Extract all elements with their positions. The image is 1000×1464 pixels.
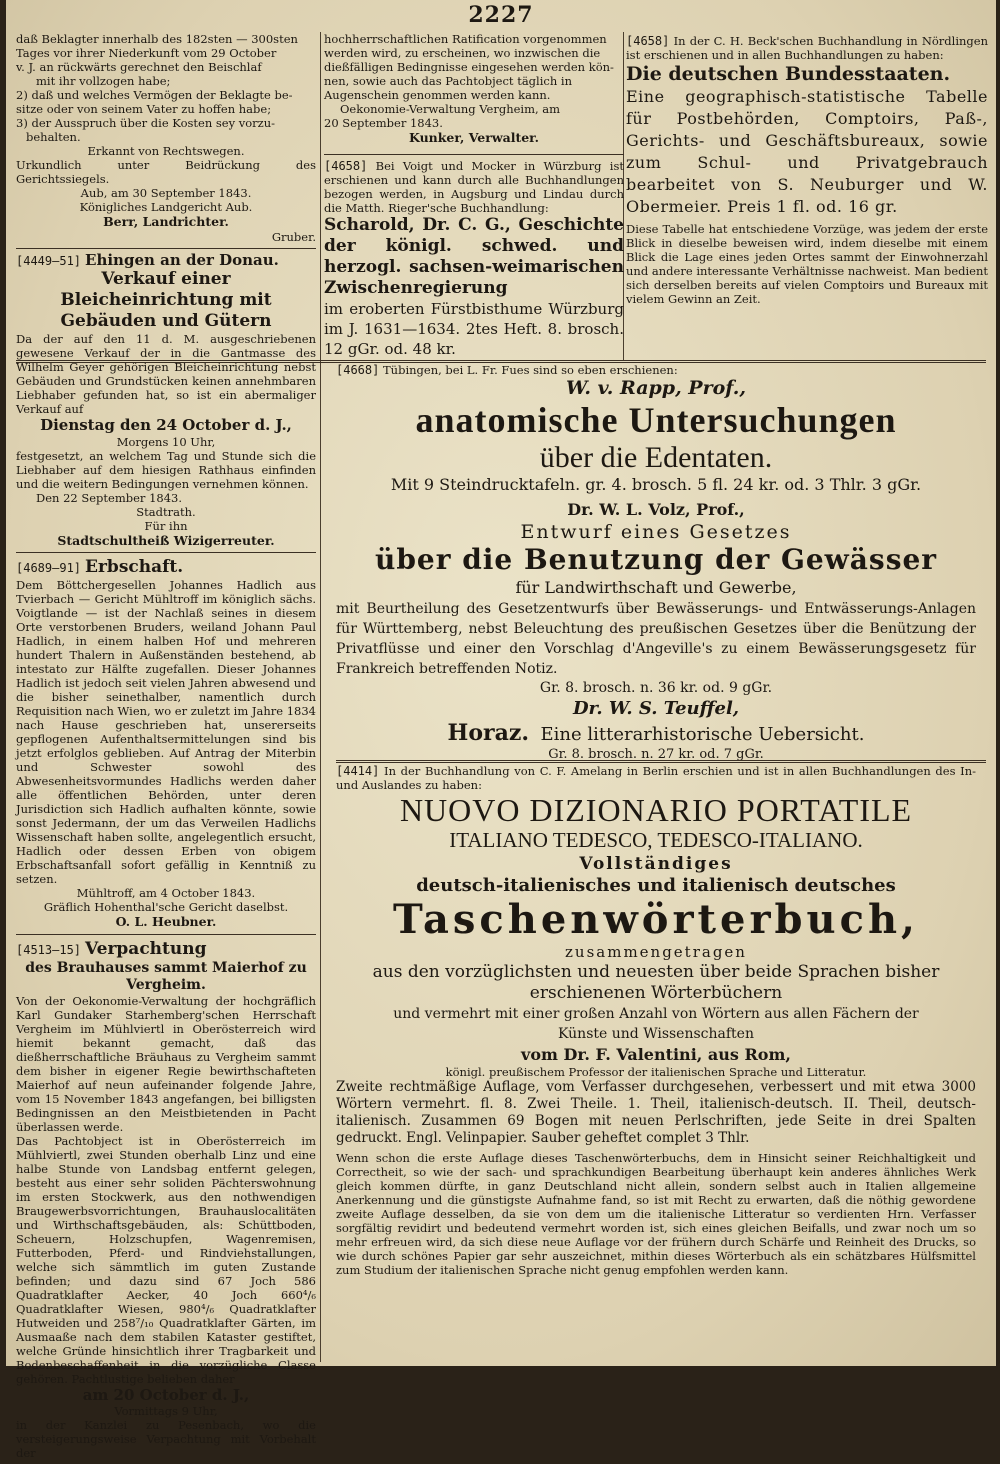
divider bbox=[16, 552, 316, 553]
book-details: Mit 9 Steindrucktafeln. gr. 4. brosch. 5 fl. 24 kr. od. 3 Thlr. 3 gGr. bbox=[390, 475, 922, 494]
ad-ref: [4658] bbox=[626, 34, 670, 48]
ad-date: Dienstag den 24 October d. J., bbox=[40, 415, 292, 434]
ad-title: Verpachtung bbox=[85, 938, 207, 959]
book-line: zusammengetragen bbox=[565, 943, 747, 961]
text-line: v. J. an rückwärts gerechnet den Beischlaf bbox=[16, 60, 262, 74]
ad-ref: [4689–91] bbox=[16, 561, 82, 575]
ad-time: Vormittags 9 Uhr, bbox=[114, 1403, 218, 1418]
text-line: Aub, am 30 September 1843. bbox=[80, 186, 252, 200]
ad-body: Eine geographisch-statistische Tabelle für Postbehörden, Comptoirs, Paß-, Gerichts- und Geschäftsbureaux, sowie zum Schul- und Privatgebrauch bearbeitet von S. Neuburger und W. Obermeier. Preis 1 fl. od. 16 gr. bbox=[626, 87, 988, 216]
signature: Kunker, Verwalter. bbox=[409, 130, 539, 145]
book-body: mit Beurtheilung des Gesetzentwurfs über Bewässerungs- und Entwässerungs-Anlagen für Württemberg, nebst Beleuchtung des preußischen Gesetzes über die Benützung der Privatflüsse und einer den Vorschlag d'Angeville's zu einem Bewässerungsgesetz für Frankreich betreffenden Notiz. bbox=[336, 601, 976, 677]
book-title: anatomische Untersuchungen bbox=[415, 400, 897, 440]
text-line: 3) der Ausspruch über die Kosten sey vorzu- bbox=[16, 116, 276, 130]
ad-intro: Tübingen, bei L. Fr. Fues sind so eben erschienen: bbox=[383, 363, 678, 377]
book-subtitle: für Landwirthschaft und Gewerbe, bbox=[515, 578, 797, 597]
ad-subtitle: des Brauhauses sammt Maierhof zu Vergheim. bbox=[25, 959, 307, 993]
divider bbox=[336, 760, 986, 763]
book-line: Künste und Wissenschaften bbox=[558, 1026, 754, 1042]
ad-court: Gräflich Hohenthal'sche Gericht daselbst. bbox=[43, 900, 289, 914]
ad-title: Die deutschen Bundesstaaten. bbox=[626, 63, 951, 85]
ad-tuebingen bbox=[336, 363, 976, 763]
book-title: Taschenwörterbuch, bbox=[393, 896, 919, 943]
text-line: mit ihr vollzogen habe; bbox=[36, 74, 171, 88]
ad-place: Ehingen an der Donau. bbox=[85, 250, 279, 269]
right-column bbox=[626, 34, 988, 306]
ad-title: Scharold, Dr. C. G., Geschichte der königl. schwed. und herzogl. sachsen-weimarischen Zwischenregierung bbox=[324, 214, 624, 298]
text-line: sitze oder von seinem Vater zu hoffen habe; bbox=[16, 102, 272, 116]
ad-intro: In der Buchhandlung von C. F. Amelang in Berlin erschien und ist in allen Buchhandlungen des In- und Auslandes zu haben: bbox=[336, 764, 977, 792]
book-line: erschienenen Wörterbüchern bbox=[529, 983, 783, 1003]
ad-intro: In der C. H. Beck'schen Buchhandlung in Nördlingen ist erschienen und in allen Buchhandlungen zu haben: bbox=[626, 34, 989, 62]
signature: Gruber. bbox=[271, 229, 316, 244]
ad-sign: Stadtschultheiß Wizigerreuter. bbox=[57, 532, 275, 548]
signature: Berr, Landrichter. bbox=[103, 214, 229, 229]
book-details: Gr. 8. brosch. n. 36 kr. od. 9 gGr. bbox=[539, 680, 773, 696]
ad-note: Diese Tabelle hat entschiedene Vorzüge, was jedem der erste Blick in dieselbe beweisen wird, indem dieselbe mit einem Blick die Lage eines jeden Ortes sammt der Einwohnerzahl und andere interessante Verhältnisse nachweist. Man bedient sich derselben bereits auf vielen Comptoirs und Bureaux mit vielem Gewinn an Zeit. bbox=[626, 222, 988, 306]
text-line: behalten. bbox=[26, 130, 81, 144]
book-title: Entwurf eines Gesetzes bbox=[520, 521, 792, 543]
ad-ref: [4449–51] bbox=[16, 253, 82, 268]
ad-ref: [4668] bbox=[336, 363, 380, 377]
middle-column bbox=[324, 32, 624, 363]
book-subtitle: Eine litterarhistorische Uebersicht. bbox=[540, 724, 865, 745]
divider bbox=[16, 934, 316, 935]
ad-body: im eroberten Fürstbisthume Würzburg im J. 1631—1634. 2tes Heft. 8. brosch. 12 gGr. od. 48 kr. bbox=[324, 299, 624, 358]
book-author: vom Dr. F. Valentini, aus Rom, bbox=[521, 1045, 791, 1064]
text-line: nen, sowie auch das Pachtobject täglich in bbox=[324, 74, 572, 88]
text-line: dießfälligen Bedingnisse eingesehen werden kön- bbox=[324, 60, 614, 74]
column-divider bbox=[320, 362, 321, 1362]
book-line: Vollständiges bbox=[579, 854, 733, 874]
text-line: Tages vor ihrer Niederkunft vom 29 October bbox=[16, 46, 277, 60]
ad-date: am 20 October d. J., bbox=[82, 1385, 250, 1404]
ad-dated: Mühltroff, am 4 October 1843. bbox=[76, 886, 256, 900]
ad-erbschaft bbox=[16, 557, 316, 930]
text-line: Königliches Landgericht Aub. bbox=[79, 200, 253, 214]
ad-ref: [4414] bbox=[336, 764, 380, 778]
ad-sign: Für ihn bbox=[144, 518, 188, 533]
text-line: Augenschein genommen werden kann. bbox=[324, 88, 551, 102]
ad-title: Verkauf einer Bleicheinrichtung mit Gebäuden und Gütern bbox=[60, 268, 272, 331]
book-title: über die Edentaten. bbox=[539, 441, 773, 474]
ad-body: Das Pachtobject ist in Oberösterreich im Mühlviertl, zwei Stunden oberhalb Linz und eine halbe Stunde von Landsbag entfernt gelegen, besteht aus einer sehr soliden Pächterswohnung im ersten Stockwerk, aus den nothwendigen Braugewerbsvorrichtungen, Brauhauslocalitäten und Wirthschaftsgebäuden, als: Schüttboden, Scheuern, Holzschupfen, Wagenremisen, Futterboden, Pferd- und Rindviehstallungen, welche sich sämmtlich im guten Zustande befinden; und dazu sind 67 Joch 586 Quadratklafter Aecker, 40 Joch 660⁴/₆ Quadratklafter Wiesen, 980⁴/₆ Quadratklafter Hutweiden und 258⁷/₁₀ Quadratklafter Gärten, im Ausmaaße nach dem stabilen Kataster gestiftet, welche Gründe hinsichtlich ihrer Tragbarkeit und Bodenbeschaffenheit in die vorzügliche Classe gehören. Pachtlustige belieben daher bbox=[16, 1133, 316, 1386]
ad-ref: [4658] bbox=[324, 158, 368, 173]
ad-ref: [4513–15] bbox=[16, 942, 82, 957]
page-number: 2227 bbox=[468, 2, 534, 28]
column-divider bbox=[320, 32, 321, 362]
text-line: werden wird, zu erscheinen, wo inzwischen die bbox=[324, 46, 601, 60]
divider bbox=[324, 154, 624, 155]
text-line: daß Beklagter innerhalb des 182sten — 300sten bbox=[16, 32, 298, 46]
text-line: hochherrschaftlichen Ratification vorgenommen bbox=[324, 32, 607, 46]
ad-intro: Bei Voigt und Mocker in Würzburg ist erschienen und kann durch alle Buchhandlungen bezogen werden, in Augsburg und Lindau durch die Matth. Rieger'sche Buchhandlung: bbox=[324, 158, 624, 215]
ad-amelang bbox=[336, 764, 976, 1277]
book-body: Zweite rechtmäßige Auflage, vom Verfasser durchgesehen, verbessert und mit etwa 3000 Wörtern vermehrt. fl. 8. Zwei Theile. 1. Theil, italienisch-deutsch. II. Theil, deutsch-italienisch. Zusammen 69 Bogen mit neuen Perlschriften, jede Seite in drei Spalten gedruckt. Engl. Velinpapier. Sauber geheftet complet 3 Thlr. bbox=[336, 1079, 976, 1146]
left-column bbox=[16, 32, 316, 1464]
text-line: Oekonomie-Verwaltung Vergheim, am bbox=[340, 102, 561, 116]
book-line: deutsch-italienisches und italienisch deutsches bbox=[416, 875, 896, 896]
book-note: Wenn schon die erste Auflage dieses Taschenwörterbuchs, dem in Hinsicht seiner Reichhaltigkeit und Correctheit, so wie der sach- und sprachkundigen Bearbeitung überhaupt kein anderes ähnliches Werk gleich kommen dürfte, in ganz Deutschland nicht allein, sondern selbst auch in Italien allgemeine Anerkennung und die günstigste Aufnahme fand, so ist mit Recht zu erwarten, daß die nöthig gewordene zweite Auflage desselben, da sie von dem um die italienische Litteratur so verdienten Hrn. Verfasser sorgfältig revidirt und bedeutend vermehrt worden ist, sich eines gleichen Beifalls, und zwar noch um so mehr erfreuen wird, da sich diese neue Auflage vor der frühern durch Schärfe und Reinheit des Drucks, so wie durch schönes Papier gar sehr auszeichnet, mithin dieses Wörterbuch als ein schätzbares Hülfsmittel zum Studium der italienischen Sprache nicht genug empfohlen werden kann. bbox=[336, 1151, 976, 1277]
book-title: über die Benutzung der Gewässer bbox=[374, 543, 938, 576]
newspaper-page bbox=[6, 0, 996, 1460]
ad-body: Dem Böttchergesellen Johannes Hadlich aus Tvierbach — Gericht Mühltroff im königlich sächs. Voigtlande — ist der Nachlaß seines in diesem Orte verstorbenen Bruders, weiland Johann Paul Hadlich, in einem halben Hof und mehreren hundert Thalern in Außenständen bestehend, ab intestato zur Hälfte zugefallen. Dieser Johannes Hadlich ist jedoch seit vielen Jahren abwesend und die bisher seinethalber, namentlich durch Requisition nach Wien, wo er zuletzt im Jahre 1834 nach Hause geschrieben hat, unsererseits gepflogenen Aufenthaltsermittelungen sind bis jetzt erfolglos geblieben. Auf Antrag der Miterbin und Schwester sowohl des Abwesenheitsvormundes Hadlichs werden daher alle öffentlichen Behörden, unter deren Jurisdiction sich Hadlich aufhalten könnte, sowie sonst Jedermann, der um das Verweilen Hadlichs Wissenschaft haben sollte, angelegentlich ersucht, Hadlich oder dessen Erben von obigem Erbschaftsanfall sofort gefällig in Kenntniß zu setzen. bbox=[16, 578, 316, 886]
book-line: königl. preußischem Professor der italienischen Sprache und Litteratur. bbox=[445, 1065, 867, 1079]
ad-ehingen bbox=[16, 250, 316, 549]
ad-dated: Den 22 September 1843. bbox=[36, 490, 182, 505]
ad-verpachtung bbox=[16, 939, 316, 1460]
book-title: ITALIANO TEDESCO, TEDESCO-ITALIANO. bbox=[449, 828, 863, 852]
ad-sign: O. L. Heubner. bbox=[115, 914, 217, 929]
text-line: 20 September 1843. bbox=[324, 116, 443, 130]
ad-body: Da der auf den 11 d. M. ausgeschriebenen gewesene Verkauf der in die Gantmasse des Wilhelm Geyer gehörigen Bleicheinrichtung nebst Gebäuden und Grundstücken keinen annehmbaren Liebhaber gefunden hat, so ist ein abermaliger Verkauf auf bbox=[16, 331, 316, 416]
divider bbox=[16, 248, 316, 249]
author: W. v. Rapp, Prof., bbox=[566, 377, 746, 399]
ad-body: in der Kanzlei zu Pesenbach, wo die versteigerungsweise Verpachtung mit Vorbehalt der bbox=[16, 1417, 316, 1460]
author: Dr. W. S. Teuffel, bbox=[572, 698, 740, 719]
ad-body: Von der Oekonomie-Verwaltung der hochgräflich Karl Gundaker Starhemberg'schen Herrschaft Vergheim im Mühlviertl in Oberösterreich wird hiemit bekannt gemacht, daß das dießherrschaftliche Bräuhaus zu Vergheim sammt dem bisher in eigener Regie bewirthschafteten Maierhof auf neun aufeinander folgende Jahre, vom 15 November 1843 angefangen, bei billigsten Bedingnissen an den Meistbietenden in Pacht überlassen werde. bbox=[16, 993, 316, 1134]
book-title: NUOVO DIZIONARIO PORTATILE bbox=[399, 792, 913, 828]
book-line: aus den vorzüglichsten und neuesten über beide Sprachen bisher bbox=[372, 962, 940, 982]
ad-title: Erbschaft. bbox=[85, 557, 184, 577]
ad-voigt bbox=[324, 159, 624, 359]
book-line: und vermehrt mit einer großen Anzahl von Wörtern aus allen Fächern der bbox=[393, 1006, 919, 1022]
text-line: 2) daß und welches Vermögen der Beklagte be- bbox=[16, 88, 293, 102]
text-line: Erkannt von Rechtswegen. bbox=[87, 144, 245, 158]
author: Dr. W. L. Volz, Prof., bbox=[567, 500, 745, 519]
ad-body: festgesetzt, an welchem Tag und Stunde sich die Liebhaber auf dem hiesigen Rathhaus einfinden und die weitern Bedingungen vernehmen können. bbox=[16, 448, 316, 491]
book-details: Gr. 8. brosch. n. 27 kr. od. 7 gGr. bbox=[548, 747, 764, 762]
ad-time: Morgens 10 Uhr, bbox=[116, 434, 216, 449]
ad-sign: Stadtrath. bbox=[136, 504, 196, 519]
text-line: Urkundlich unter Beidrückung des Gerichtssiegels. bbox=[16, 158, 316, 186]
book-title: Horaz. bbox=[447, 720, 530, 746]
